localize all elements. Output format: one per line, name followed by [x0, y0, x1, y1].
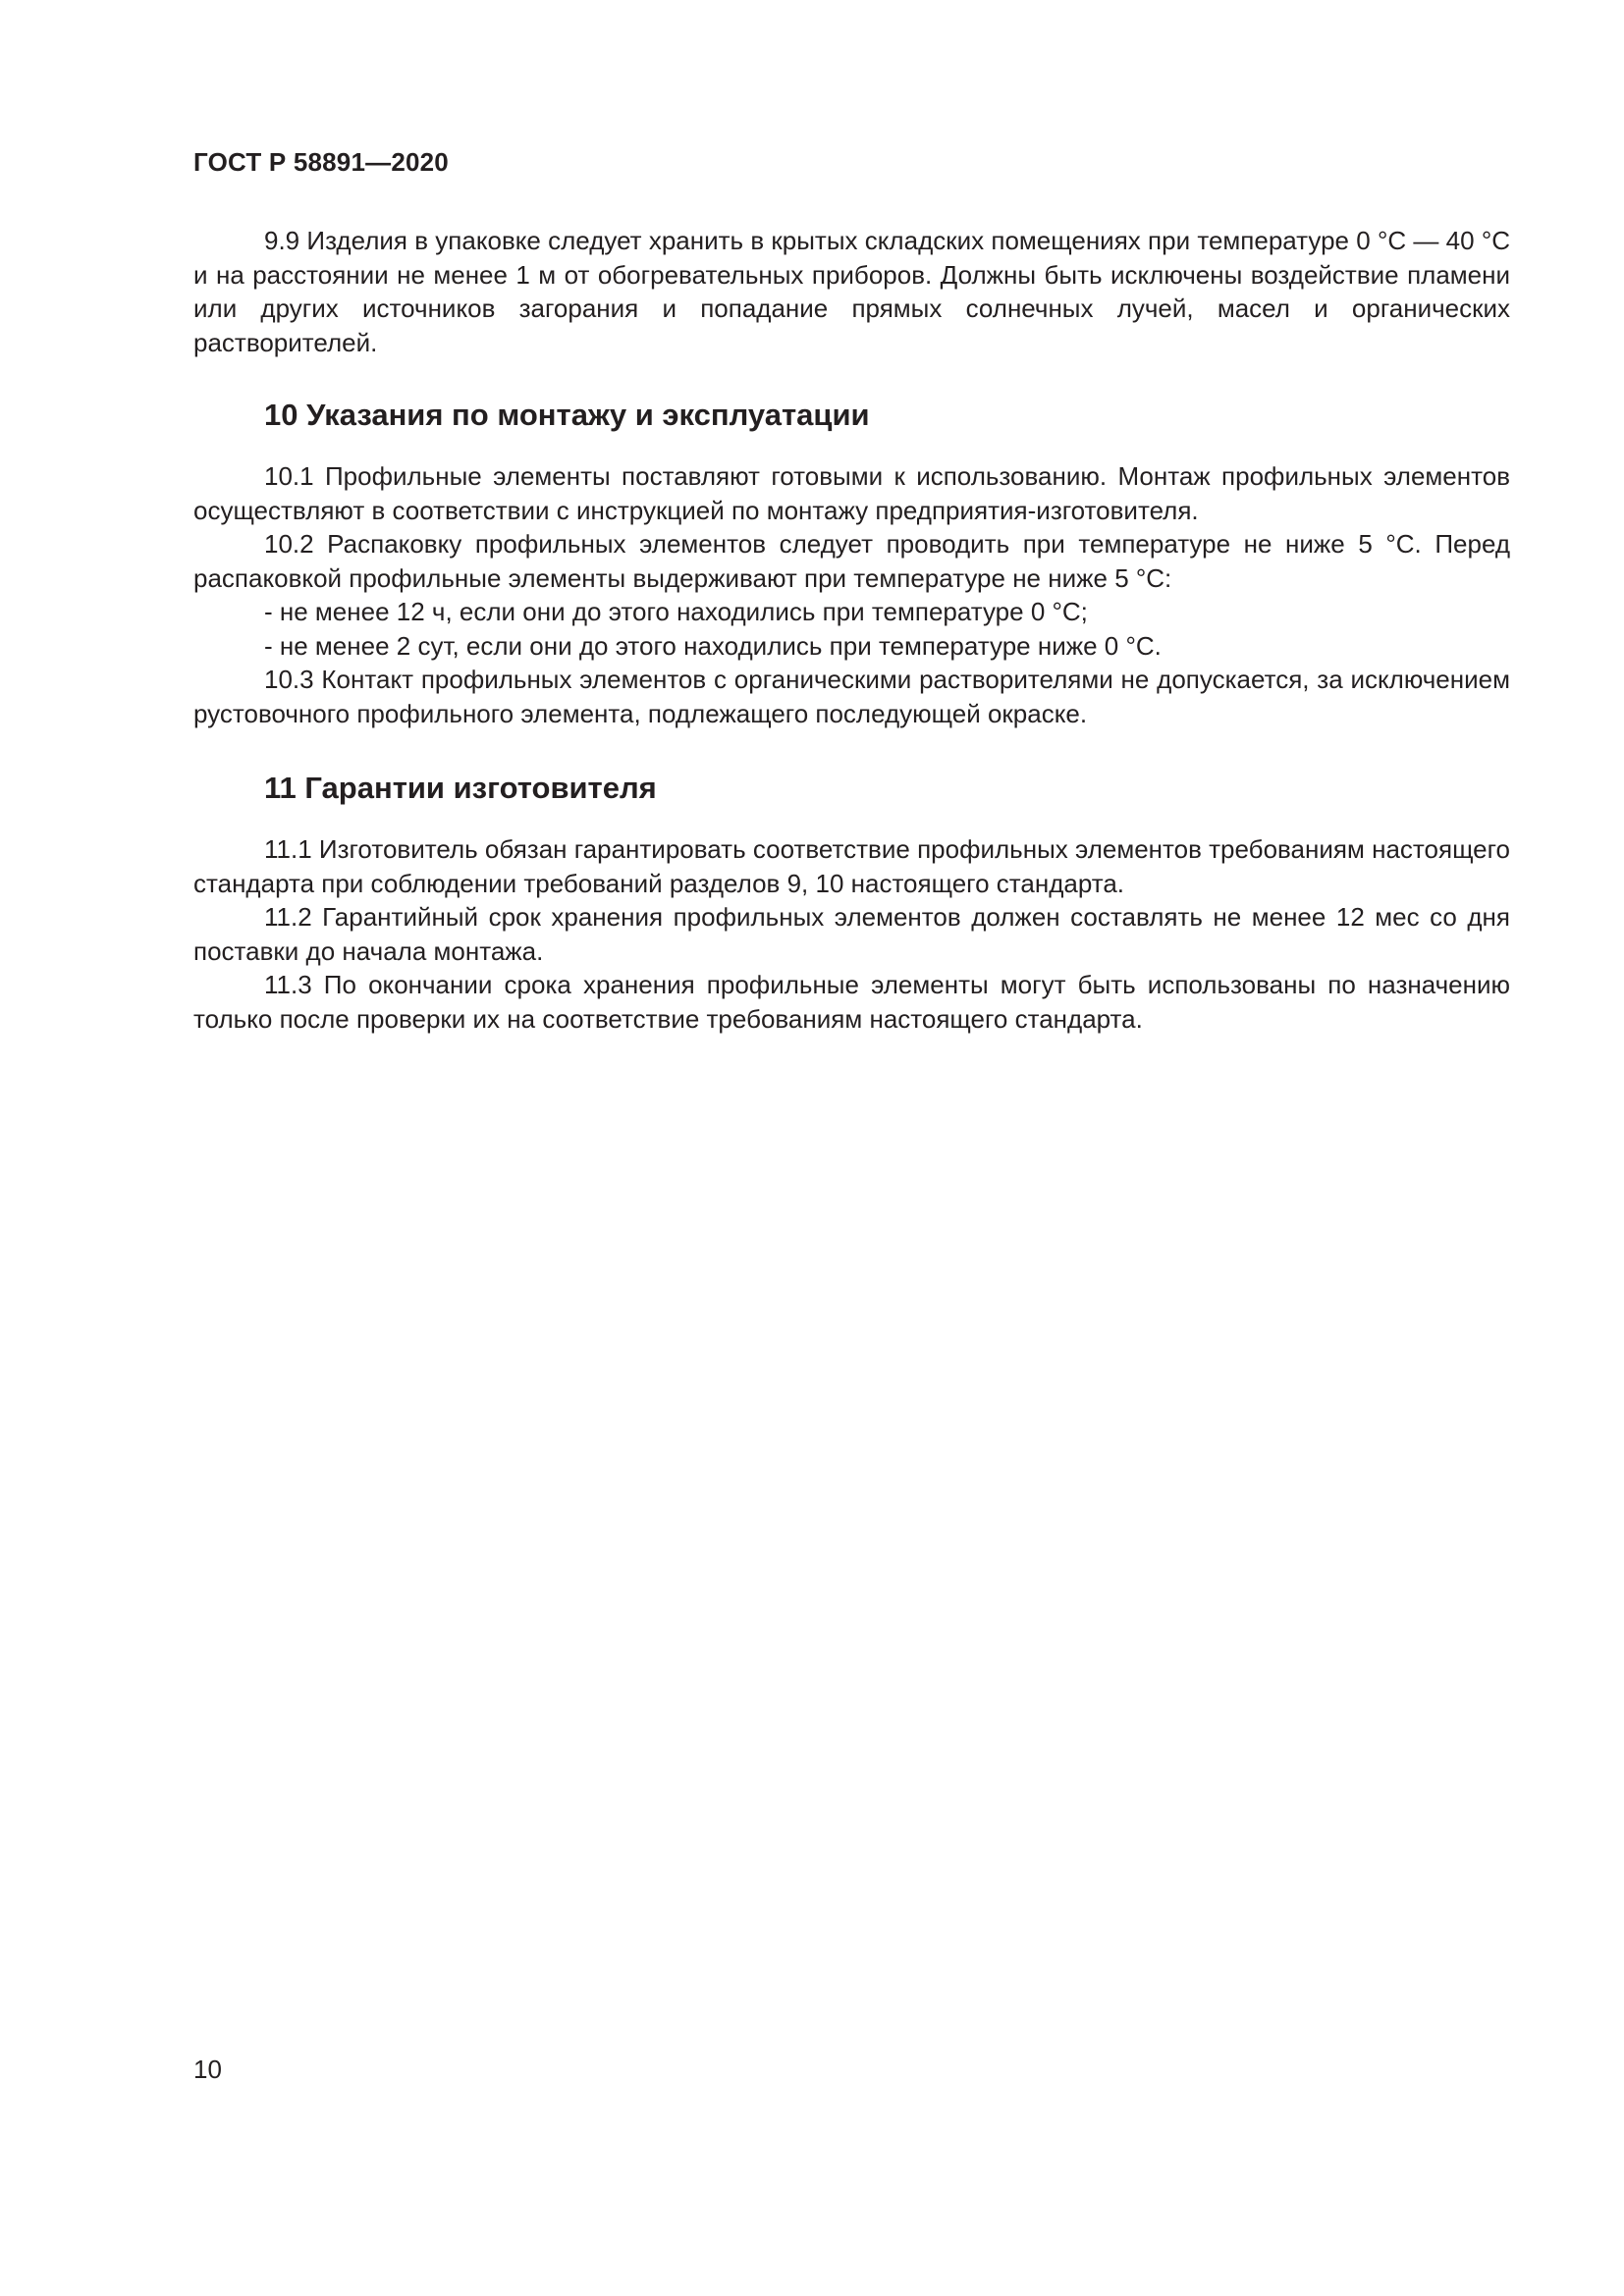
document-header: ГОСТ Р 58891—2020 — [193, 147, 449, 177]
clause-10-2: 10.2 Распаковку профильных элементов следует проводить при температуре не ниже 5 °С. Перед распаковкой профильные элементы выдерживают при температуре не ниже 5 °С: — [193, 529, 1510, 593]
clause-9-9: 9.9 Изделия в упаковке следует хранить в крытых складских помещениях при температуре 0 °С — 40 °С и на расстоянии не менее 1 м от обогревательных приборов. Должны быть исключены воздействие пламени или других источников загорания и попадание прямых солнечных лучей, масел и органических растворителей. — [193, 226, 1510, 357]
clause-10-3: 10.3 Контакт профильных элементов с органическими растворителями не допускается, за исключением рустовочного профильного элемента, подлежащего последующей окраске. — [193, 665, 1510, 728]
dash-item: - не менее 12 ч, если они до этого находились при температуре 0 °С; — [264, 597, 1088, 626]
dash-item: - не менее 2 сут, если они до этого находились при температуре ниже 0 °С. — [264, 630, 1162, 661]
document-body — [193, 224, 1510, 1036]
section-11-title: 11 Гарантии изготовителя — [264, 771, 657, 805]
clause-11-1: 11.1 Изготовитель обязан гарантировать соответствие профильных элементов требованиям настоящего стандарта при соблюдении требований разделов 9, 10 настоящего стандарта. — [193, 834, 1510, 898]
clause-11-2: 11.2 Гарантийный срок хранения профильных элементов должен составлять не менее 12 мес со дня поставки до начала монтажа. — [193, 902, 1510, 966]
page-number: 10 — [193, 2055, 222, 2084]
section-10-title: 10 Указания по монтажу и эксплуатации — [264, 398, 870, 432]
clause-11-3: 11.3 По окончании срока хранения профильные элементы могут быть использованы по назначению только после проверки их на соответствие требованиям настоящего стандарта. — [193, 970, 1510, 1034]
clause-10-1: 10.1 Профильные элементы поставляют готовыми к использованию. Монтаж профильных элементов осуществляют в соответствии с инструкцией по монтажу предприятия-изготовителя. — [193, 461, 1510, 525]
